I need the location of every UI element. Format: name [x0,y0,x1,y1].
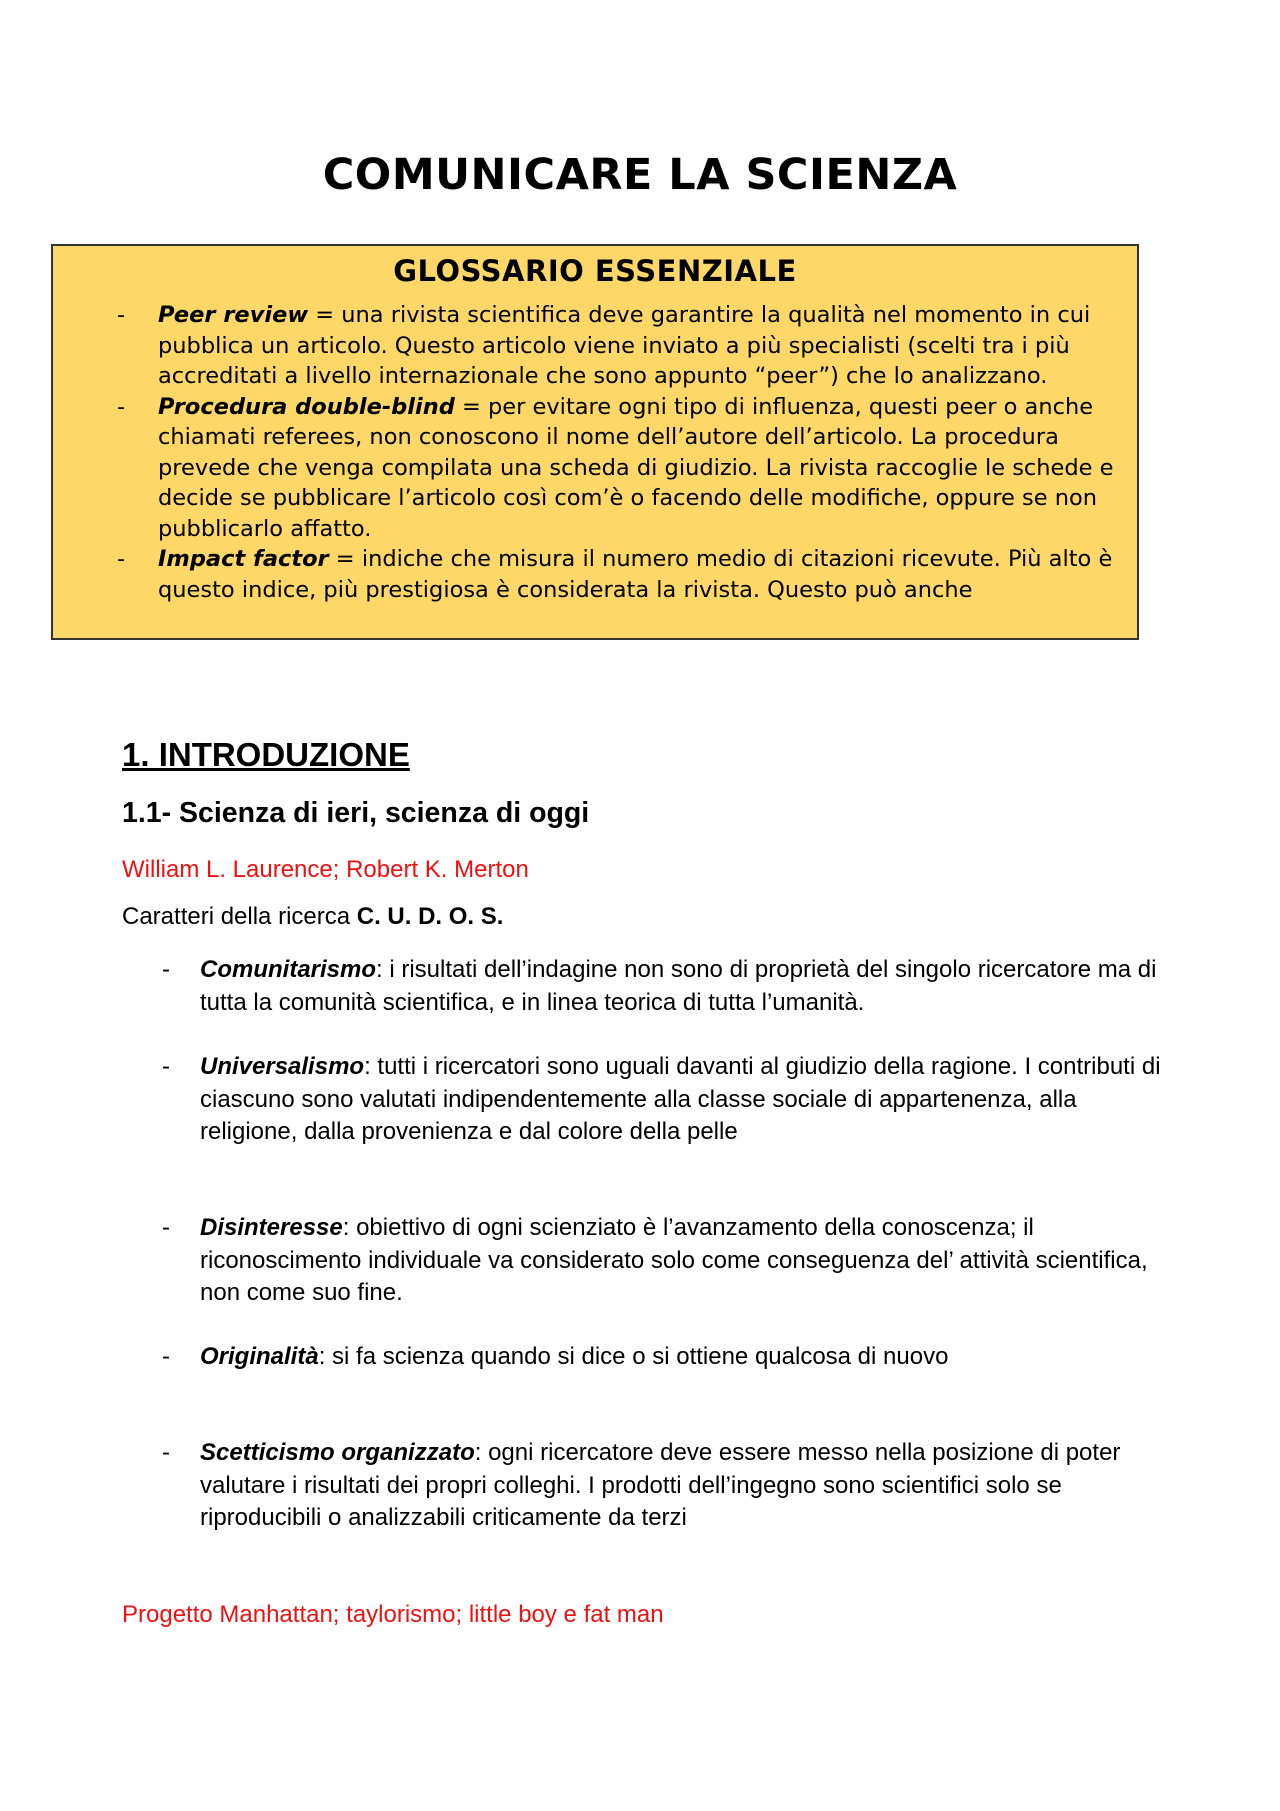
subsection-heading: 1.1- Scienza di ieri, scienza di oggi [122,797,590,829]
cudos-definition: : tutti i ricercatori sono uguali davanti al giudizio della ragione. I contributi di ciascuno sono valutati indipendentemente alla classe sociale di appartenenza, alla religione, dalla provenienza e dal colore della pelle [200,1053,1161,1145]
list-dash: - [117,302,126,328]
glossary-term: Procedura double-blind [158,393,455,420]
cudos-term: Disinteresse [200,1214,343,1241]
cudos-acronym: C. U. D. O. S. [356,903,504,930]
cudos-intro [122,903,503,931]
glossary-item [53,544,1137,605]
glossary-term: Impact factor [158,546,329,572]
page-title: COMUNICARE LA SCIENZA [322,150,958,200]
cudos-item [162,1341,1180,1374]
cudos-definition: : i risultati dell’indagine non sono di proprietà del singolo ricercatore ma di tutta la comunità scientifica, e in linea teorica di tutta l’umanità. [200,956,1157,1016]
glossary-definition: = per evitare ogni tipo di influenza, questi peer o anche chiamati referees, non conoscono il nome dell’autore dell’articolo. La procedura prevede che venga compilata una scheda di giudizio. La rivista raccoglie le schede e decide se pubblicare l’articolo così com’è o facendo delle modifiche, oppure se non pubblicarlo affatto. [158,393,1114,542]
cudos-term: Scetticismo organizzato [200,1439,475,1466]
cudos-definition: : ogni ricercatore deve essere messo nella posizione di poter valutare i risultati dei propri colleghi. I prodotti dell’ingegno sono scientifici solo se riproducibili o analizzabili criticamente da terzi [200,1439,1121,1531]
list-dash: - [162,1343,170,1370]
glossary-definition: = indiche che misura il numero medio di citazioni ricevute. Più alto è questo indice, più prestigiosa è considerata la rivista. Questo può anche [158,546,1113,603]
list-dash: - [162,1053,170,1080]
cudos-item [162,1051,1180,1149]
list-dash: - [162,1439,170,1466]
section-heading: 1. INTRODUZIONE [122,736,410,773]
cudos-term: Universalismo [200,1053,365,1080]
cudos-definition: : obiettivo di ogni scienziato è l’avanzamento della conoscenza; il riconoscimento individuale va considerato solo come conseguenza del’ attività scientifica, non come suo fine. [200,1214,1148,1306]
cudos-definition: : si fa scienza quando si dice o si ottiene qualcosa di nuovo [318,1343,949,1370]
list-dash: - [162,956,170,983]
names-note: William L. Laurence; Robert K. Merton [122,856,529,883]
cudos-item [162,1212,1180,1310]
cudos-item [162,954,1180,1019]
glossary-term: Peer review [158,302,309,328]
glossary-title: GLOSSARIO ESSENZIALE [393,254,797,288]
glossary-definition: = una rivista scientifica deve garantire la qualità nel momento in cui pubblica un articolo. Questo articolo viene inviato a più specialisti (scelti tra i più accreditati a livello internazionale che sono appunto “peer”) che lo analizzano. [158,302,1091,389]
glossary-box [51,244,1139,640]
glossary-item [53,392,1137,545]
cudos-item [162,1437,1180,1535]
cudos-term: Originalità [200,1343,319,1370]
cudos-intro-text: Caratteri della ricerca [122,903,357,930]
glossary-item [53,300,1137,392]
list-dash: - [162,1214,170,1241]
cudos-term: Comunitarismo [200,956,377,983]
list-dash: - [117,393,126,420]
footer-note: Progetto Manhattan; taylorismo; little boy e fat man [122,1601,664,1628]
list-dash: - [117,546,126,572]
glossary-list [53,300,1137,605]
